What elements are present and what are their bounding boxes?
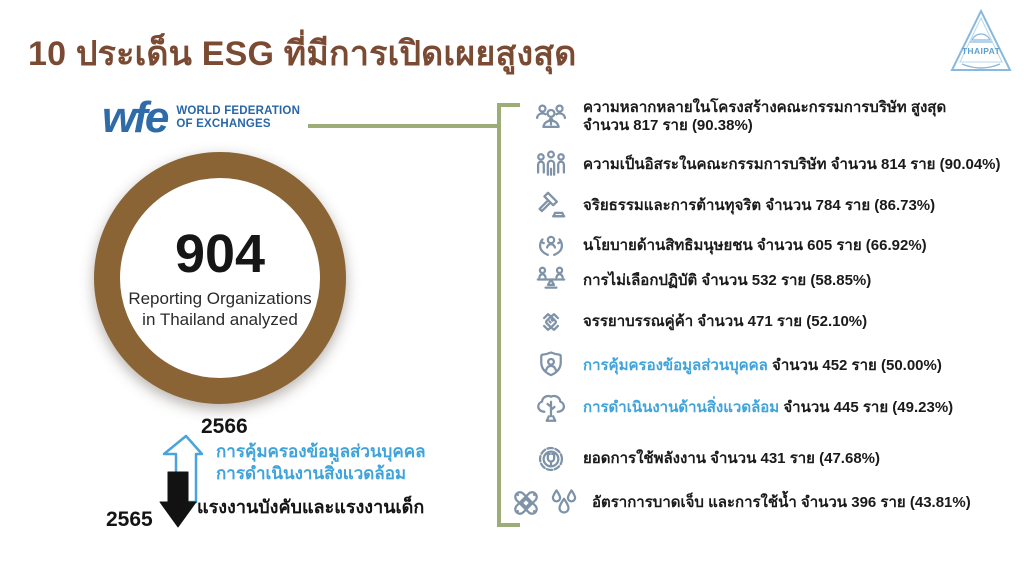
- esg-item-text: [583, 450, 880, 468]
- esg-item-icon-group: [507, 485, 583, 521]
- esg-topic-label: จริยธรรมและการต้านทุจริต: [583, 197, 762, 214]
- esg-item-6: [528, 303, 867, 341]
- esg-item-9: [528, 440, 880, 478]
- sample-size-circle: [94, 152, 346, 404]
- esg-item-icon-group: [528, 389, 574, 427]
- thaipat-label: THAIPAT: [961, 46, 1001, 56]
- esg-item-text: [583, 272, 871, 290]
- esg-topic-label: ความหลากหลายในโครงสร้างคณะกรรมการบริษัท สูงสุด: [583, 99, 947, 116]
- tree-icon: [532, 389, 570, 427]
- esg-topic-stat: จำนวน 814 ราย (90.04%): [826, 156, 1001, 173]
- gavel-icon: [532, 187, 570, 225]
- esg-topic-stat: จำนวน 532 ราย (58.85%): [697, 272, 872, 289]
- bracket-bottom-stub: [497, 523, 520, 527]
- esg-topic-label: นโยบายด้านสิทธิมนุษยชน: [583, 237, 753, 254]
- esg-item-text: [583, 399, 953, 417]
- esg-item-2: [528, 146, 1001, 184]
- esg-topic-stat: จำนวน 471 ราย (52.10%): [693, 313, 868, 330]
- handshake-icon: [532, 303, 570, 341]
- sample-size-value: 904: [174, 223, 266, 284]
- wfe-wordmark: [176, 105, 300, 132]
- esg-item-text: [583, 197, 935, 215]
- esg-item-icon-group: [528, 440, 574, 478]
- wfe-wordmark-line1: WORLD FEDERATION: [176, 104, 301, 117]
- sample-size-caption: Reporting Organizations in Thailand analyzed: [128, 288, 312, 329]
- esg-item-icon-group: [528, 187, 574, 225]
- esg-topic-label: ความเป็นอิสระในคณะกรรมการบริษัท: [583, 156, 827, 173]
- esg-item-text: [583, 313, 867, 331]
- esg-item-text: [583, 99, 946, 135]
- esg-topic-label: การไม่เลือกปฏิบัติ: [583, 272, 698, 289]
- bracket-top-stub: [497, 103, 520, 107]
- page-title: 10 ประเด็น ESG ที่มีการเปิดเผยสูงสุด: [28, 35, 577, 73]
- connector-line: [308, 124, 498, 128]
- increase-topic-2: การดำเนินงานสิ่งแวดล้อม: [216, 464, 407, 483]
- water-drops-icon: [546, 485, 582, 521]
- esg-topic-label: อัตราการบาดเจ็บ และการใช้น้ำ: [592, 494, 797, 511]
- esg-topic-label: ยอดการใช้พลังงาน: [583, 450, 707, 467]
- esg-topic-stat: จำนวน 817 ราย (90.38%): [583, 117, 753, 134]
- bandage-icon: [508, 485, 544, 521]
- esg-item-1: [528, 98, 946, 136]
- shield-person-icon: [532, 347, 570, 385]
- esg-topic-stat: จำนวน 605 ราย (66.92%): [752, 237, 927, 254]
- esg-topic-stat: จำนวน 396 ราย (43.81%): [796, 494, 971, 511]
- esg-item-3: [528, 187, 935, 225]
- esg-item-icon-group: [528, 303, 574, 341]
- esg-topic-stat: จำนวน 784 ราย (86.73%): [761, 197, 936, 214]
- esg-item-4: [528, 227, 927, 265]
- esg-item-icon-group: [528, 98, 574, 136]
- board-independence-icon: [532, 146, 570, 184]
- esg-item-icon-group: [528, 347, 574, 385]
- board-diversity-icon: [532, 98, 570, 136]
- non-discrimination-scale-icon: [532, 262, 570, 300]
- esg-item-text: [583, 357, 942, 375]
- esg-item-text: [583, 237, 927, 255]
- esg-item-7: [528, 347, 942, 385]
- wfe-logo: [102, 93, 301, 142]
- wfe-logotype: wfe: [102, 93, 167, 142]
- esg-item-text: [592, 494, 971, 512]
- increase-topics: [216, 441, 426, 485]
- bracket-vertical-line: [497, 103, 501, 527]
- human-rights-icon: [532, 227, 570, 265]
- esg-topic-stat: จำนวน 452 ราย (50.00%): [767, 357, 942, 374]
- esg-topic-label: การดำเนินงานด้านสิ่งแวดล้อม: [583, 399, 780, 416]
- esg-item-text: [583, 156, 1001, 174]
- esg-item-icon-group: [528, 262, 574, 300]
- year-2566-label: 2566: [201, 415, 248, 438]
- esg-item-8: [528, 389, 953, 427]
- esg-topic-label: จรรยาบรรณคู่ค้า: [583, 313, 694, 330]
- esg-topic-label: การคุ้มครองข้อมูลส่วนบุคคล: [583, 357, 768, 374]
- gear-energy-icon: [532, 440, 570, 478]
- esg-list: [528, 0, 1020, 576]
- esg-item-10: [507, 485, 971, 521]
- esg-topic-stat: จำนวน 431 ราย (47.68%): [706, 450, 880, 467]
- wfe-wordmark-line2: OF EXCHANGES: [176, 118, 271, 130]
- decrease-topic: แรงงานบังคับและแรงงานเด็ก: [197, 497, 425, 517]
- esg-topic-stat: จำนวน 445 ราย (49.23%): [779, 399, 954, 416]
- year-2565-label: 2565: [106, 508, 153, 531]
- esg-item-icon-group: [528, 227, 574, 265]
- esg-item-icon-group: [528, 146, 574, 184]
- increase-topic-1: การคุ้มครองข้อมูลส่วนบุคคล: [216, 442, 426, 461]
- esg-item-5: [528, 262, 871, 300]
